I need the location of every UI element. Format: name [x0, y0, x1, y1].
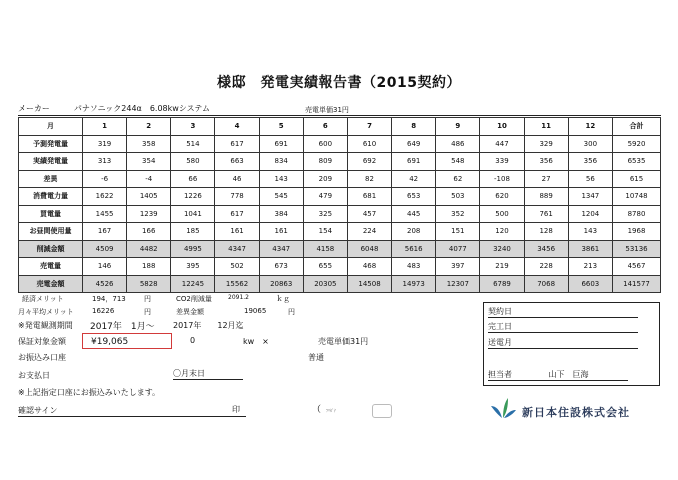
contract-date-field: 契約日 — [488, 306, 638, 318]
table-cell: 834 — [259, 153, 303, 171]
table-row — [19, 223, 661, 241]
table-row — [19, 153, 661, 171]
table-cell: 167 — [83, 223, 127, 241]
table-cell: 329 — [524, 135, 568, 153]
table-cell: 10748 — [613, 188, 661, 206]
table-cell: 339 — [480, 153, 524, 171]
table-cell: 4158 — [303, 240, 347, 258]
table-cell: 185 — [171, 223, 215, 241]
row-label: 買電量 — [19, 205, 83, 223]
row-label: お昼間使用量 — [19, 223, 83, 241]
row-label: 売電金額 — [19, 275, 83, 293]
confirm-line — [18, 416, 246, 417]
header-cell: 10 — [480, 118, 524, 136]
guarantee-amount: ¥19,065 — [82, 333, 172, 349]
table-cell: 617 — [215, 205, 259, 223]
table-cell: 620 — [480, 188, 524, 206]
table-cell: 356 — [568, 153, 612, 171]
table-cell: 457 — [347, 205, 391, 223]
table-cell: 5920 — [613, 135, 661, 153]
table-cell: -108 — [480, 170, 524, 188]
table-cell: 141577 — [613, 275, 661, 293]
table-row — [19, 275, 661, 293]
table-cell: 213 — [568, 258, 612, 276]
person-label: 担当者 — [488, 370, 512, 379]
table-cell: 514 — [171, 135, 215, 153]
table-cell: 4567 — [613, 258, 661, 276]
table-cell: 397 — [436, 258, 480, 276]
table-cell: 27 — [524, 170, 568, 188]
table-cell: 42 — [392, 170, 436, 188]
table-cell: 3861 — [568, 240, 612, 258]
table-cell: 188 — [127, 258, 171, 276]
table-cell: -6 — [83, 170, 127, 188]
table-cell: 128 — [524, 223, 568, 241]
diff-label: 差異金額 — [176, 308, 204, 316]
pay-value: 〇月末日 — [173, 368, 243, 380]
table-cell: 15562 — [215, 275, 259, 293]
header-cell: 3 — [171, 118, 215, 136]
co2-value: 2091.2 — [228, 294, 249, 301]
period-from: 2017年 1月～ — [90, 322, 155, 332]
table-cell: 500 — [480, 205, 524, 223]
table-cell: 4347 — [259, 240, 303, 258]
table-cell: 62 — [436, 170, 480, 188]
sell-price: 売電単価31円 — [318, 337, 369, 346]
leaf-logo-icon — [488, 394, 518, 420]
header-cell: 9 — [436, 118, 480, 136]
table-cell: 358 — [127, 135, 171, 153]
table-cell: 4509 — [83, 240, 127, 258]
period-label: ※発電観測期間 — [18, 321, 73, 330]
guarantee-label: 保証対象金額 — [18, 337, 66, 346]
table-header-row — [19, 118, 661, 136]
table-cell: 809 — [303, 153, 347, 171]
table-cell: 46 — [215, 170, 259, 188]
merit-label: 経済メリット — [22, 295, 64, 303]
table-cell: 161 — [259, 223, 303, 241]
table-cell: 486 — [436, 135, 480, 153]
table-cell: 681 — [347, 188, 391, 206]
table-cell: 5828 — [127, 275, 171, 293]
table-cell: 1239 — [127, 205, 171, 223]
table-cell: 14508 — [347, 275, 391, 293]
page-title: 様邸 発電実績報告書（2015契約） — [217, 75, 461, 91]
table-cell: 300 — [568, 135, 612, 153]
table-cell: 384 — [259, 205, 303, 223]
table-cell: -4 — [127, 170, 171, 188]
table-cell: 3240 — [480, 240, 524, 258]
header-cell: 7 — [347, 118, 391, 136]
table-cell: 151 — [436, 223, 480, 241]
table-cell: 208 — [392, 223, 436, 241]
table-cell: 889 — [524, 188, 568, 206]
header-cell: 合計 — [613, 118, 661, 136]
table-cell: 502 — [215, 258, 259, 276]
header-cell: 2 — [127, 118, 171, 136]
header-cell: 12 — [568, 118, 612, 136]
table-cell: 663 — [215, 153, 259, 171]
row-label: 予測発電量 — [19, 135, 83, 153]
table-cell: 143 — [568, 223, 612, 241]
table-row — [19, 188, 661, 206]
table-cell: 224 — [347, 223, 391, 241]
table-cell: 325 — [303, 205, 347, 223]
send-month-field: 送電月 — [488, 337, 638, 349]
table-cell: 691 — [259, 135, 303, 153]
bank-label: お振込み口座 — [18, 353, 66, 362]
table-cell: 14973 — [392, 275, 436, 293]
bank-type: 普通 — [308, 353, 324, 362]
table-cell: 4526 — [83, 275, 127, 293]
header-cell: 11 — [524, 118, 568, 136]
header-cell: 6 — [303, 118, 347, 136]
paren-open: （ — [312, 405, 322, 415]
header-cell: 1 — [83, 118, 127, 136]
table-cell: 20305 — [303, 275, 347, 293]
table-cell: 154 — [303, 223, 347, 241]
header-cell: 8 — [392, 118, 436, 136]
table-cell: 395 — [171, 258, 215, 276]
table-cell: 352 — [436, 205, 480, 223]
table-cell: 5616 — [392, 240, 436, 258]
co2-unit: ｋｇ — [276, 295, 290, 303]
table-cell: 548 — [436, 153, 480, 171]
table-cell: 161 — [215, 223, 259, 241]
table-cell: 166 — [127, 223, 171, 241]
maker-info: メーカー パナソニック244α 6.08kwシステム — [18, 104, 211, 113]
table-cell: 545 — [259, 188, 303, 206]
complete-date-field: 完工日 — [488, 321, 638, 333]
contract-info-box — [483, 302, 660, 386]
table-cell: 1622 — [83, 188, 127, 206]
table-cell: 120 — [480, 223, 524, 241]
seal-mark: 印 — [232, 405, 240, 414]
table-cell: 319 — [83, 135, 127, 153]
table-cell: 468 — [347, 258, 391, 276]
table-cell: 313 — [83, 153, 127, 171]
table-cell: 146 — [83, 258, 127, 276]
table-cell: 600 — [303, 135, 347, 153]
company-logo-text: 新日本住設株式会社 — [522, 406, 630, 419]
table-cell: 610 — [347, 135, 391, 153]
table-cell: 6535 — [613, 153, 661, 171]
co2-label: CO2削減量 — [176, 295, 212, 303]
table-cell: 653 — [392, 188, 436, 206]
table-cell: 6048 — [347, 240, 391, 258]
table-cell: 692 — [347, 153, 391, 171]
table-cell: 4995 — [171, 240, 215, 258]
table-cell: 12307 — [436, 275, 480, 293]
header-cell: 4 — [215, 118, 259, 136]
table-row — [19, 135, 661, 153]
table-cell: 8780 — [613, 205, 661, 223]
table-cell: 7068 — [524, 275, 568, 293]
row-label: 実績発電量 — [19, 153, 83, 171]
kw-unit: kw × — [243, 337, 269, 346]
table-cell: 1204 — [568, 205, 612, 223]
merit-unit: 円 — [144, 295, 151, 303]
table-cell: 354 — [127, 153, 171, 171]
table-cell: 219 — [480, 258, 524, 276]
table-cell: 483 — [392, 258, 436, 276]
table-cell: 580 — [171, 153, 215, 171]
table-cell: 6603 — [568, 275, 612, 293]
table-cell: 82 — [347, 170, 391, 188]
header-cell: 5 — [259, 118, 303, 136]
row-label: 差異 — [19, 170, 83, 188]
table-cell: 228 — [524, 258, 568, 276]
table-cell: 356 — [524, 153, 568, 171]
monthly-value: 16226 — [92, 307, 115, 315]
table-cell: 1226 — [171, 188, 215, 206]
table-cell: 209 — [303, 170, 347, 188]
table-cell: 3456 — [524, 240, 568, 258]
table-cell: 655 — [303, 258, 347, 276]
confirm-label: 確認サイン — [18, 406, 58, 415]
diff-unit: 円 — [288, 308, 295, 316]
header-cell: 月 — [19, 118, 83, 136]
generation-table — [18, 117, 661, 293]
person-field — [488, 369, 628, 381]
table-cell: 761 — [524, 205, 568, 223]
row-label: 削減金額 — [19, 240, 83, 258]
table-row — [19, 205, 661, 223]
table-row — [19, 258, 661, 276]
seal-stamp-mark — [372, 404, 392, 418]
table-cell: 143 — [259, 170, 303, 188]
table-cell: 4347 — [215, 240, 259, 258]
table-cell: 20863 — [259, 275, 303, 293]
diff-value: 19065 — [244, 307, 267, 315]
table-cell: 12245 — [171, 275, 215, 293]
table-cell: 4077 — [436, 240, 480, 258]
table-cell: 1041 — [171, 205, 215, 223]
price-note: 売電単価31円 — [305, 106, 349, 114]
table-cell: 56 — [568, 170, 612, 188]
maker-line — [18, 103, 661, 116]
table-row — [19, 170, 661, 188]
table-cell: 53136 — [613, 240, 661, 258]
furigana-note: ﾌﾘｶﾞﾅ — [326, 408, 336, 413]
table-cell: 479 — [303, 188, 347, 206]
table-cell: 617 — [215, 135, 259, 153]
row-label: 売電量 — [19, 258, 83, 276]
table-cell: 6789 — [480, 275, 524, 293]
transfer-note: ※上記指定口座にお振込みいたします。 — [18, 388, 161, 397]
table-cell: 1347 — [568, 188, 612, 206]
row-label: 消費電力量 — [19, 188, 83, 206]
table-cell: 445 — [392, 205, 436, 223]
table-cell: 673 — [259, 258, 303, 276]
pay-label: お支払日 — [18, 371, 50, 380]
period-to: 2017年 12月迄 — [173, 321, 244, 330]
merit-value: 194，713 — [92, 295, 126, 303]
person-name: 山下 巨海 — [548, 370, 589, 379]
table-cell: 503 — [436, 188, 480, 206]
table-cell: 1455 — [83, 205, 127, 223]
table-cell: 447 — [480, 135, 524, 153]
table-row — [19, 240, 661, 258]
table-cell: 778 — [215, 188, 259, 206]
table-cell: 66 — [171, 170, 215, 188]
table-cell: 1405 — [127, 188, 171, 206]
table-cell: 615 — [613, 170, 661, 188]
monthly-unit: 円 — [144, 308, 151, 316]
table-cell: 691 — [392, 153, 436, 171]
table-cell: 4482 — [127, 240, 171, 258]
table-cell: 1968 — [613, 223, 661, 241]
table-cell: 649 — [392, 135, 436, 153]
monthly-label: 月々平均メリット — [18, 308, 74, 316]
kw-zero: 0 — [190, 336, 196, 345]
